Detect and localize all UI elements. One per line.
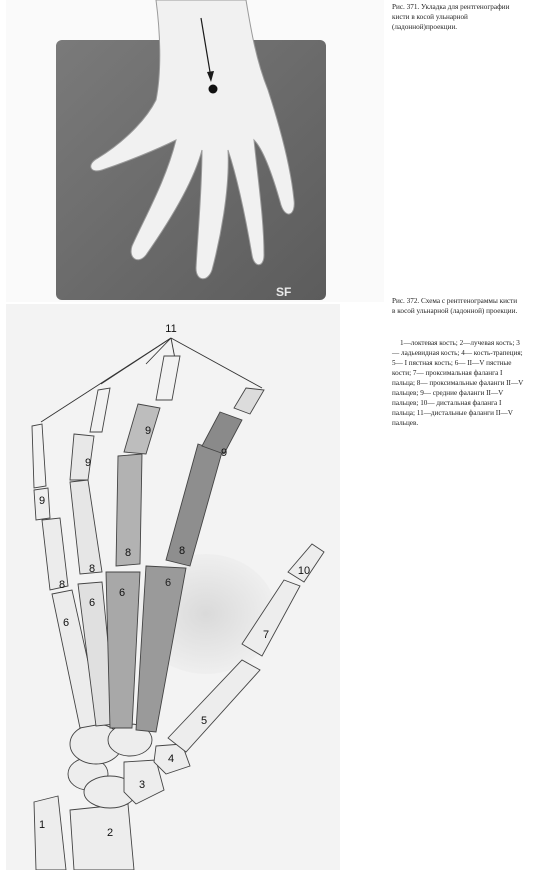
label-6: 6 (88, 597, 96, 609)
label-9: 9 (38, 495, 46, 507)
label-4: 4 (167, 753, 175, 765)
label-9: 9 (144, 425, 152, 437)
label-9: 9 (84, 457, 92, 469)
figure-372-caption: Рис. 372. Схема с рентгенограммы кисти в косой ульнарной (ладонной) проекции. (392, 297, 518, 315)
label-6: 6 (62, 617, 70, 629)
hand-xray-schematic (6, 304, 340, 870)
label-1: 1 (38, 819, 46, 831)
label-5: 5 (200, 715, 208, 727)
label-2: 2 (106, 827, 114, 839)
label-6: 6 (118, 587, 126, 599)
hand-positioning-photo (6, 0, 384, 302)
label-8: 8 (124, 547, 132, 559)
figure-372-legend: 1—локтевая кость; 2—лучевая кость; 3— ладьевидная кость; 4— кость-трапеция; 5— I пястная кость; 6— II—V пястные кости; 7— проксимальная фаланга I пальца; 8— проксимальные фаланги II—V пальцев; 9— средние фаланги II—V пальцев; 10— дистальная фаланга I пальца; 11—дистальные фаланги II—V пальцев. (392, 339, 524, 427)
label-10: 10 (297, 565, 311, 577)
label-7: 7 (262, 629, 270, 641)
hand-positioning-illustration (6, 0, 384, 302)
label-9: 9 (220, 447, 228, 459)
hand-bones-diagram (6, 304, 340, 870)
label-8: 8 (178, 545, 186, 557)
label-8: 8 (58, 579, 66, 591)
label-6: 6 (164, 577, 172, 589)
svg-text:SF: SF (276, 285, 292, 299)
label-3: 3 (138, 779, 146, 791)
label-11: 11 (165, 323, 177, 335)
radius-bone (70, 804, 134, 870)
label-8: 8 (88, 563, 96, 575)
center-point-marker (209, 85, 218, 94)
figure-371-caption: Рис. 371. Укладка для рентгенографии кисти в косой ульнарной (ладонной)проекции. (392, 3, 510, 31)
